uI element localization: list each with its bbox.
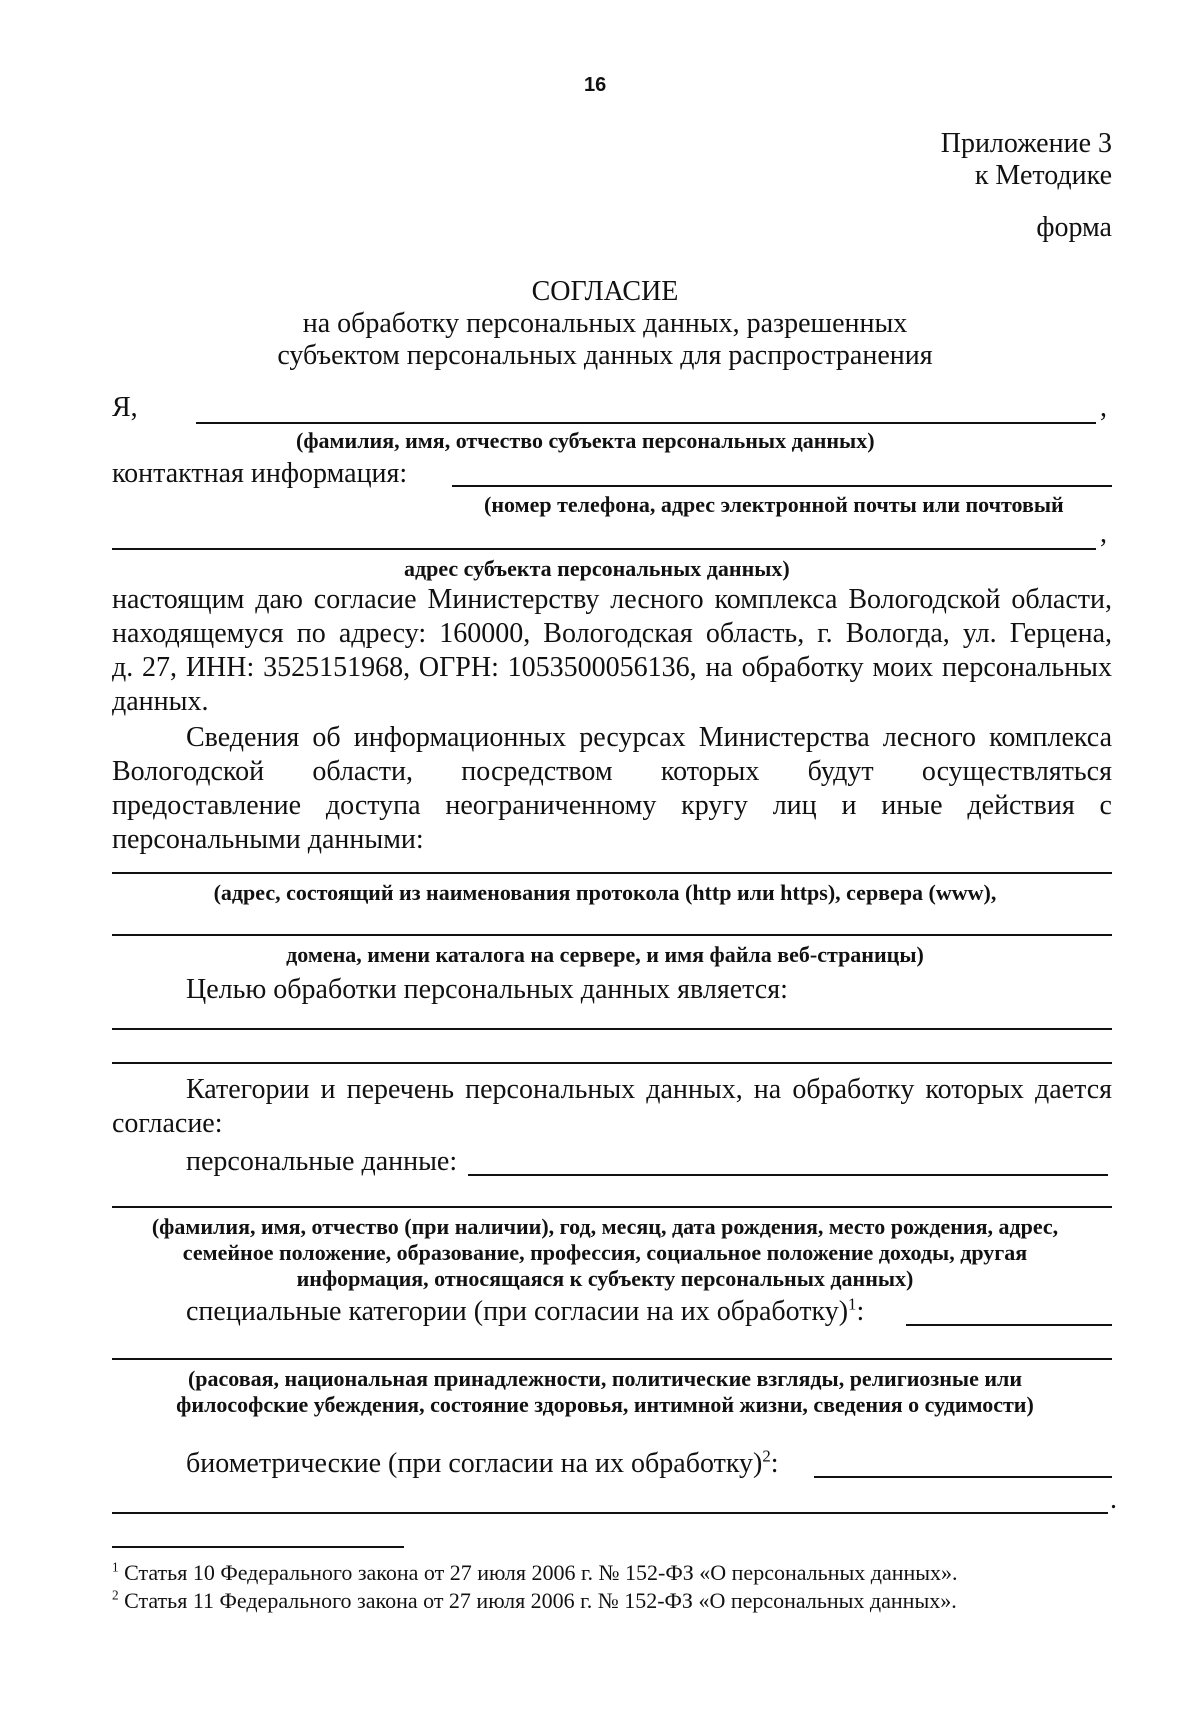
document-subtitle-2: субъектом персональных данных для распространения xyxy=(277,340,933,371)
special-categories-colon: : xyxy=(856,1296,865,1327)
resources-line-2: Вологодской области, посредством которых будут осуществляться xyxy=(112,756,1112,787)
contact-fill-line[interactable] xyxy=(452,485,1112,487)
biometric-fill-line[interactable] xyxy=(814,1476,1112,1478)
contact-hint-2: адрес субъекта персональных данных) xyxy=(404,556,790,581)
contact-fill-line-2[interactable] xyxy=(112,548,1096,550)
resource-fill-line-1[interactable] xyxy=(112,872,1112,874)
footnote-ref-2: 2 xyxy=(762,1446,771,1466)
end-dot: . xyxy=(1110,1484,1117,1515)
personal-data-hint-3: информация, относящаяся к субъекту персональных данных) xyxy=(296,1266,914,1291)
document-subtitle-1: на обработку персональных данных, разрешенных xyxy=(302,308,908,339)
biometric-fill-line-2[interactable] xyxy=(112,1512,1108,1514)
special-categories-fill-line[interactable] xyxy=(906,1324,1112,1326)
special-categories-text: специальные категории (при согласии на их обработку) xyxy=(186,1296,849,1327)
footnote-1-text: Статья 10 Федерального закона от 27 июля 2006 г. № 152-ФЗ «О персональных данных». xyxy=(124,1560,958,1585)
special-categories-hint-1: (расовая, национальная принадлежности, политические взгляды, религиозные или xyxy=(187,1366,1023,1391)
contact-comma: , xyxy=(1100,518,1107,549)
consent-line-1: настоящим даю согласие Министерству лесного комплекса Вологодской области, xyxy=(112,584,1112,615)
resources-line-1: Сведения об информационных ресурсах Министерства лесного комплекса xyxy=(186,722,1112,753)
method-label: к Методике xyxy=(974,160,1112,191)
footnote-1 xyxy=(112,1560,958,1586)
ya-label: Я, xyxy=(112,392,138,423)
appendix-label: Приложение 3 xyxy=(940,128,1112,159)
biometric-label xyxy=(186,1448,779,1480)
contact-hint-1: (номер телефона, адрес электронной почты или почтовый xyxy=(484,492,1064,517)
purpose-label: Целью обработки персональных данных является: xyxy=(186,974,788,1005)
personal-data-fill-line[interactable] xyxy=(468,1174,1108,1176)
personal-data-hint-2: семейное положение, образование, профессия, социальное положение доходы, другая xyxy=(182,1240,1028,1265)
footnote-separator xyxy=(112,1546,404,1548)
categories-line-2: согласие: xyxy=(112,1108,223,1139)
biometric-colon: : xyxy=(770,1448,779,1479)
form-label: форма xyxy=(1036,212,1112,243)
page-number: 16 xyxy=(584,74,607,96)
resources-line-4: персональными данными: xyxy=(112,824,424,855)
purpose-fill-line-1[interactable] xyxy=(112,1028,1112,1030)
resources-line-3: предоставление доступа неограниченному кругу лиц и иные действия с xyxy=(112,790,1112,821)
name-comma: , xyxy=(1100,392,1107,423)
consent-line-2: находящемуся по адресу: 160000, Вологодская область, г. Вологда, ул. Герцена, xyxy=(112,618,1112,649)
name-fill-line[interactable] xyxy=(196,422,1096,424)
resource-fill-line-2[interactable] xyxy=(112,934,1112,936)
categories-line-1: Категории и перечень персональных данных, на обработку которых дается xyxy=(186,1074,1112,1105)
personal-data-label: персональные данные: xyxy=(186,1146,458,1177)
personal-data-fill-line-2[interactable] xyxy=(112,1206,1112,1208)
resources-hint-1: (адрес, состоящий из наименования протокола (http или https), сервера (www), xyxy=(213,880,997,905)
name-hint: (фамилия, имя, отчество субъекта персональных данных) xyxy=(296,428,875,453)
special-categories-label xyxy=(186,1296,864,1328)
footnote-2-text: Статья 11 Федерального закона от 27 июля 2006 г. № 152-ФЗ «О персональных данных». xyxy=(124,1588,957,1613)
biometric-text: биометрические (при согласии на их обработку) xyxy=(186,1448,763,1479)
footnote-2-mark: 2 xyxy=(112,1587,119,1603)
purpose-fill-line-2[interactable] xyxy=(112,1062,1112,1064)
consent-line-4: данных. xyxy=(112,686,209,717)
footnote-ref-1: 1 xyxy=(848,1294,857,1314)
contact-label: контактная информация: xyxy=(112,458,408,489)
consent-line-3: д. 27, ИНН: 3525151968, ОГРН: 1053500056136, на обработку моих персональных xyxy=(112,652,1112,683)
resources-hint-2: домена, имени каталога на сервере, и имя файла веб-страницы) xyxy=(286,942,924,967)
personal-data-hint-1: (фамилия, имя, отчество (при наличии), год, месяц, дата рождения, место рождения, адрес, xyxy=(151,1214,1059,1239)
special-categories-fill-line-2[interactable] xyxy=(112,1358,1112,1360)
special-categories-hint-2: философские убеждения, состояние здоровья, интимной жизни, сведения о судимости) xyxy=(176,1392,1034,1417)
document-title: СОГЛАСИЕ xyxy=(531,276,679,307)
footnote-1-mark: 1 xyxy=(112,1559,119,1575)
footnote-2 xyxy=(112,1588,957,1614)
